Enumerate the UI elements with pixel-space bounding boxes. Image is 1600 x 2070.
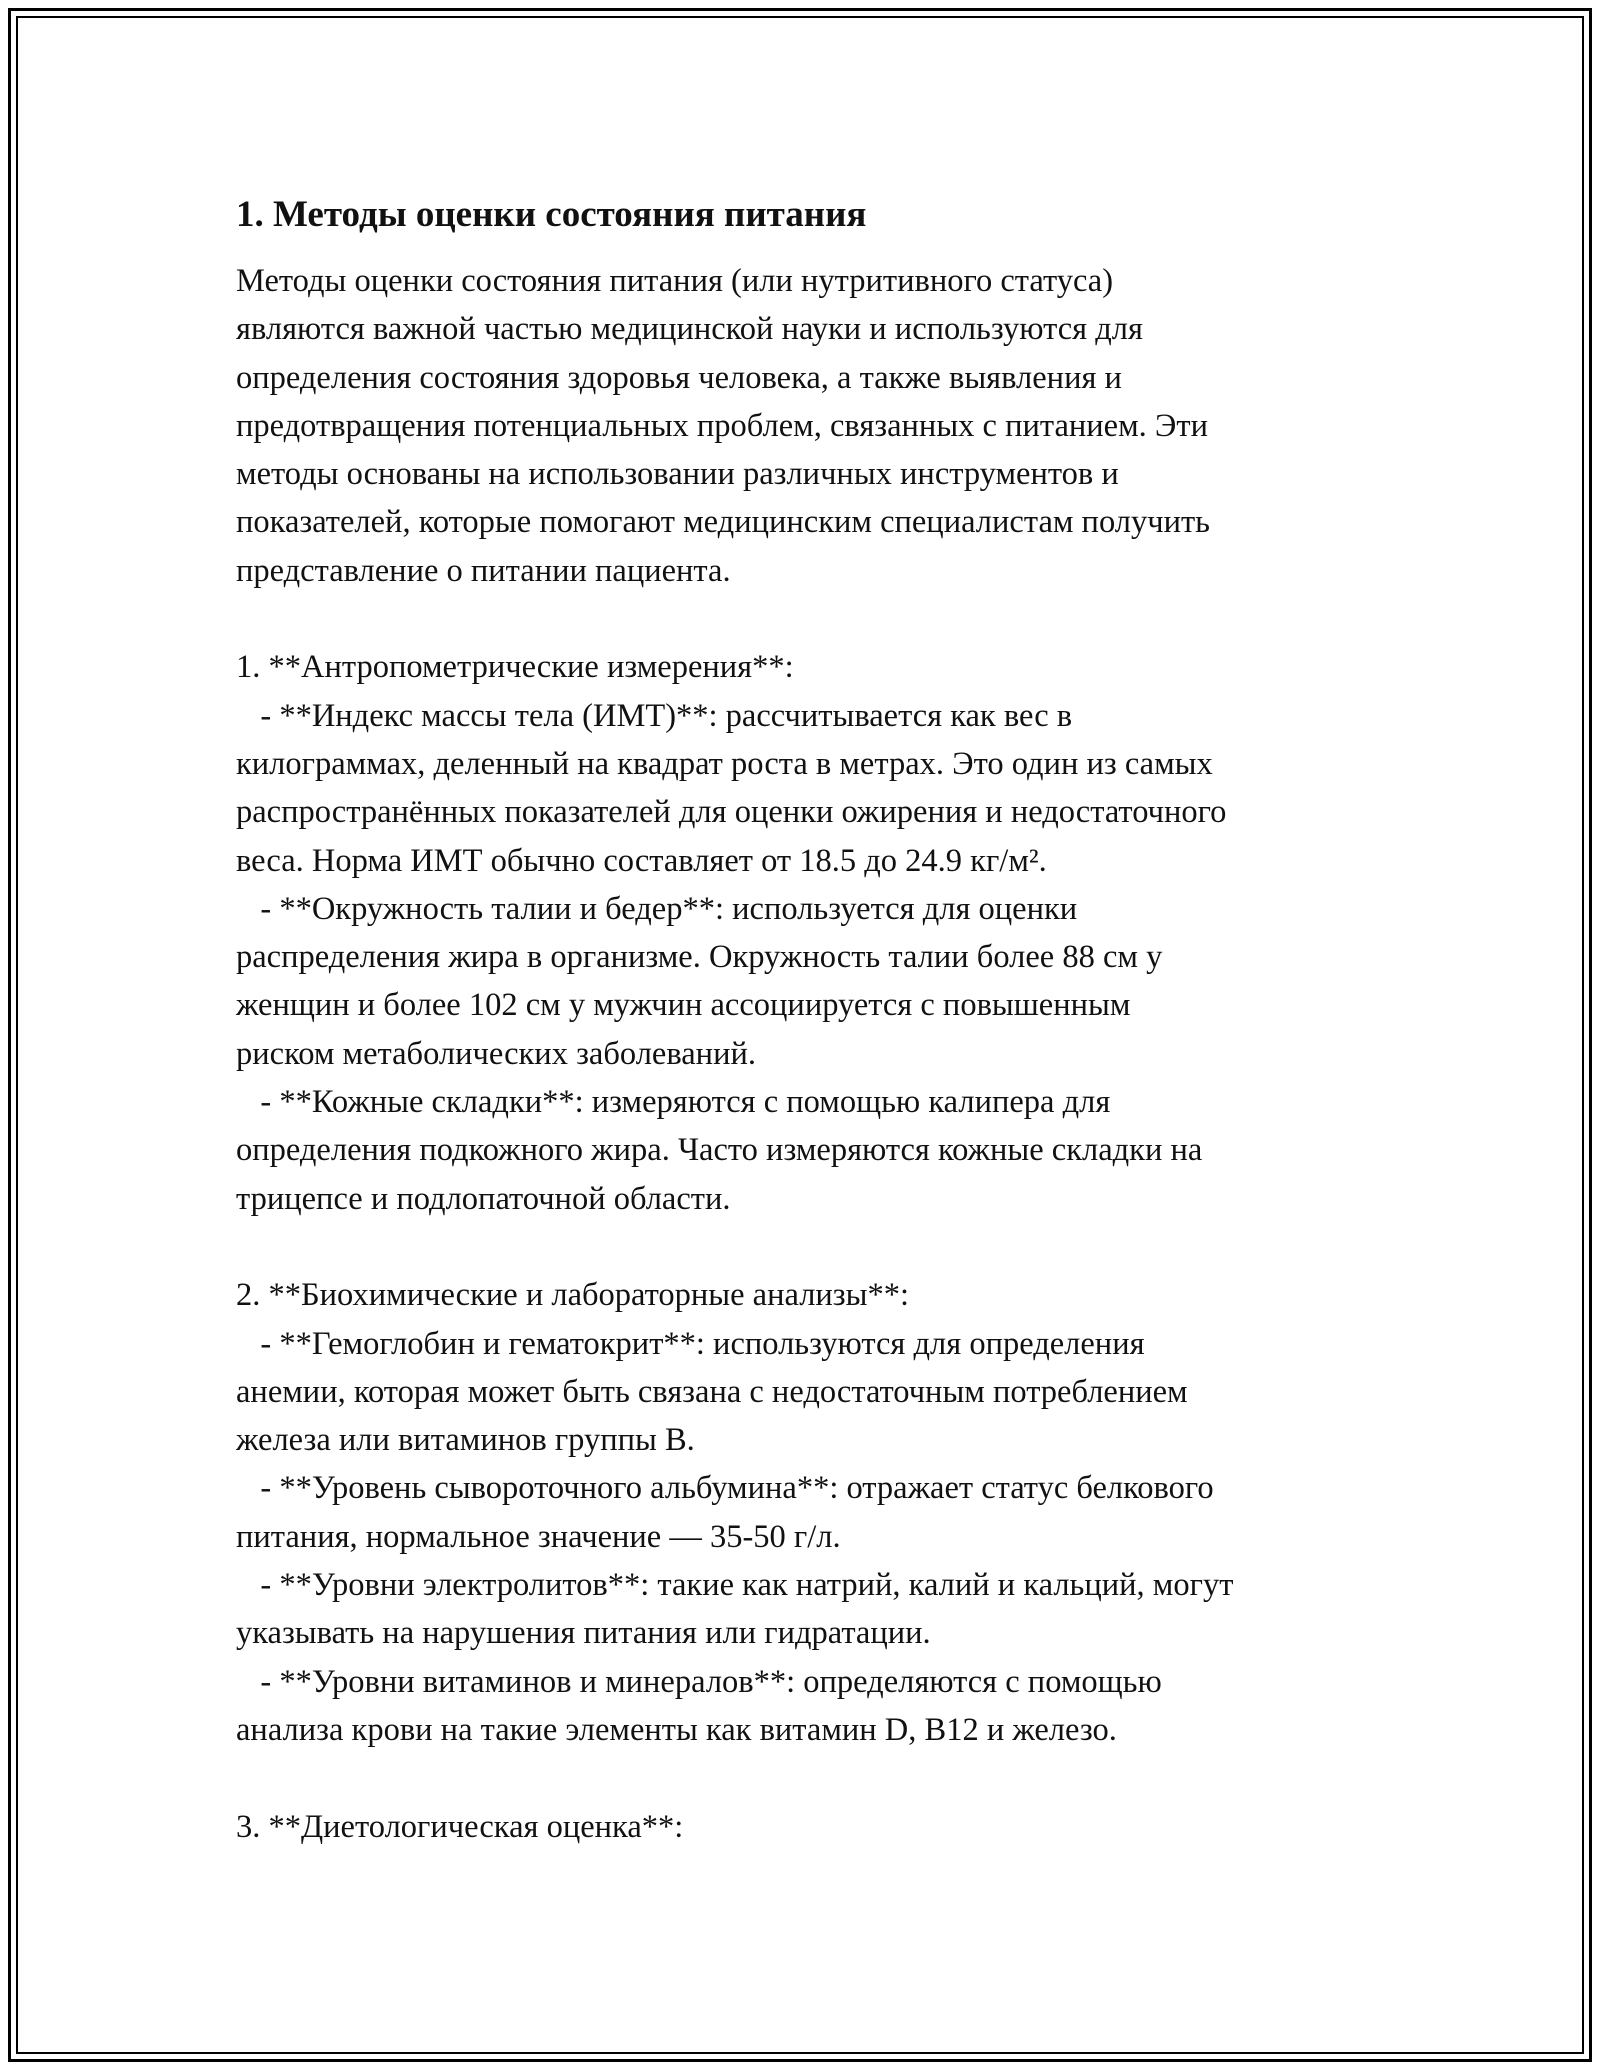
- paragraph-line: методы основаны на использовании различных инструментов и: [236, 456, 1119, 493]
- blank-line: [236, 1223, 1386, 1271]
- list-item-line: определения подкожного жира. Часто измеряются кожные складки на: [236, 1132, 1203, 1169]
- list-item-line: питания, нормальное значение — 35-50 г/л.: [236, 1518, 841, 1555]
- document-body: [236, 185, 1386, 1851]
- list-item-line: - **Индекс массы тела (ИМТ)**: рассчитывается как вес в: [236, 697, 1073, 734]
- list-item-line: веса. Норма ИМТ обычно составляет от 18.5 до 24.9 кг/м².: [236, 842, 1047, 879]
- list-item-line: распределения жира в организме. Окружность талии более 88 см у: [236, 939, 1163, 976]
- list-item-line: указывать на нарушения питания или гидратации.: [236, 1615, 931, 1652]
- list-item-line: железа или витаминов группы B.: [236, 1422, 695, 1459]
- list-item-line: - **Окружность талии и бедер**: используется для оценки: [236, 890, 1078, 927]
- list-item-line: трицепсе и подлопаточной области.: [236, 1180, 731, 1217]
- paragraph-line: определения состояния здоровья человека, а также выявления и: [236, 359, 1122, 396]
- paragraph-line: Методы оценки состояния питания (или нутритивного статуса): [236, 263, 1114, 299]
- list-item-line: килограммах, деленный на квадрат роста в метрах. Это один из самых: [236, 745, 1213, 782]
- list-item-line: анализа крови на такие элементы как витамин D, B12 и железо.: [236, 1711, 1117, 1748]
- paragraph-line: представление о питании пациента.: [236, 552, 731, 589]
- list-item-line: - **Кожные складки**: измеряются с помощью калипера для: [236, 1084, 1111, 1121]
- section-heading: 1. Методы оценки состояния питания: [236, 194, 867, 235]
- list-item-line: - **Гемоглобин и гематокрит**: используются для определения: [236, 1325, 1145, 1362]
- list-item-line: - **Уровни витаминов и минералов**: определяются с помощью: [236, 1663, 1162, 1700]
- list-heading-biochemistry: 2. **Биохимические и лабораторные анализы**:: [236, 1277, 910, 1314]
- paragraph-line: показателей, которые помогают медицинским специалистам получить: [236, 504, 1211, 541]
- list-item-line: распространённых показателей для оценки ожирения и недостаточного: [236, 794, 1227, 831]
- list-heading-diet: 3. **Диетологическая оценка**:: [236, 1808, 684, 1845]
- blank-line: [236, 595, 1386, 643]
- list-item-line: - **Уровень сывороточного альбумина**: отражает статус белкового: [236, 1470, 1214, 1507]
- list-item-line: - **Уровни электролитов**: такие как натрий, калий и кальций, могут: [236, 1567, 1234, 1604]
- list-item-line: женщин и более 102 см у мужчин ассоциируется с повышенным: [236, 987, 1131, 1024]
- paragraph-line: предотвращения потенциальных проблем, связанных с питанием. Эти: [236, 407, 1208, 444]
- paragraph-line: являются важной частью медицинской науки и используются для: [236, 311, 1143, 348]
- list-heading-anthropometry: 1. **Антропометрические измерения**:: [236, 649, 794, 686]
- list-item-line: анемии, которая может быть связана с недостаточным потреблением: [236, 1373, 1188, 1410]
- blank-line: [236, 1754, 1386, 1802]
- list-item-line: риском метаболических заболеваний.: [236, 1035, 756, 1072]
